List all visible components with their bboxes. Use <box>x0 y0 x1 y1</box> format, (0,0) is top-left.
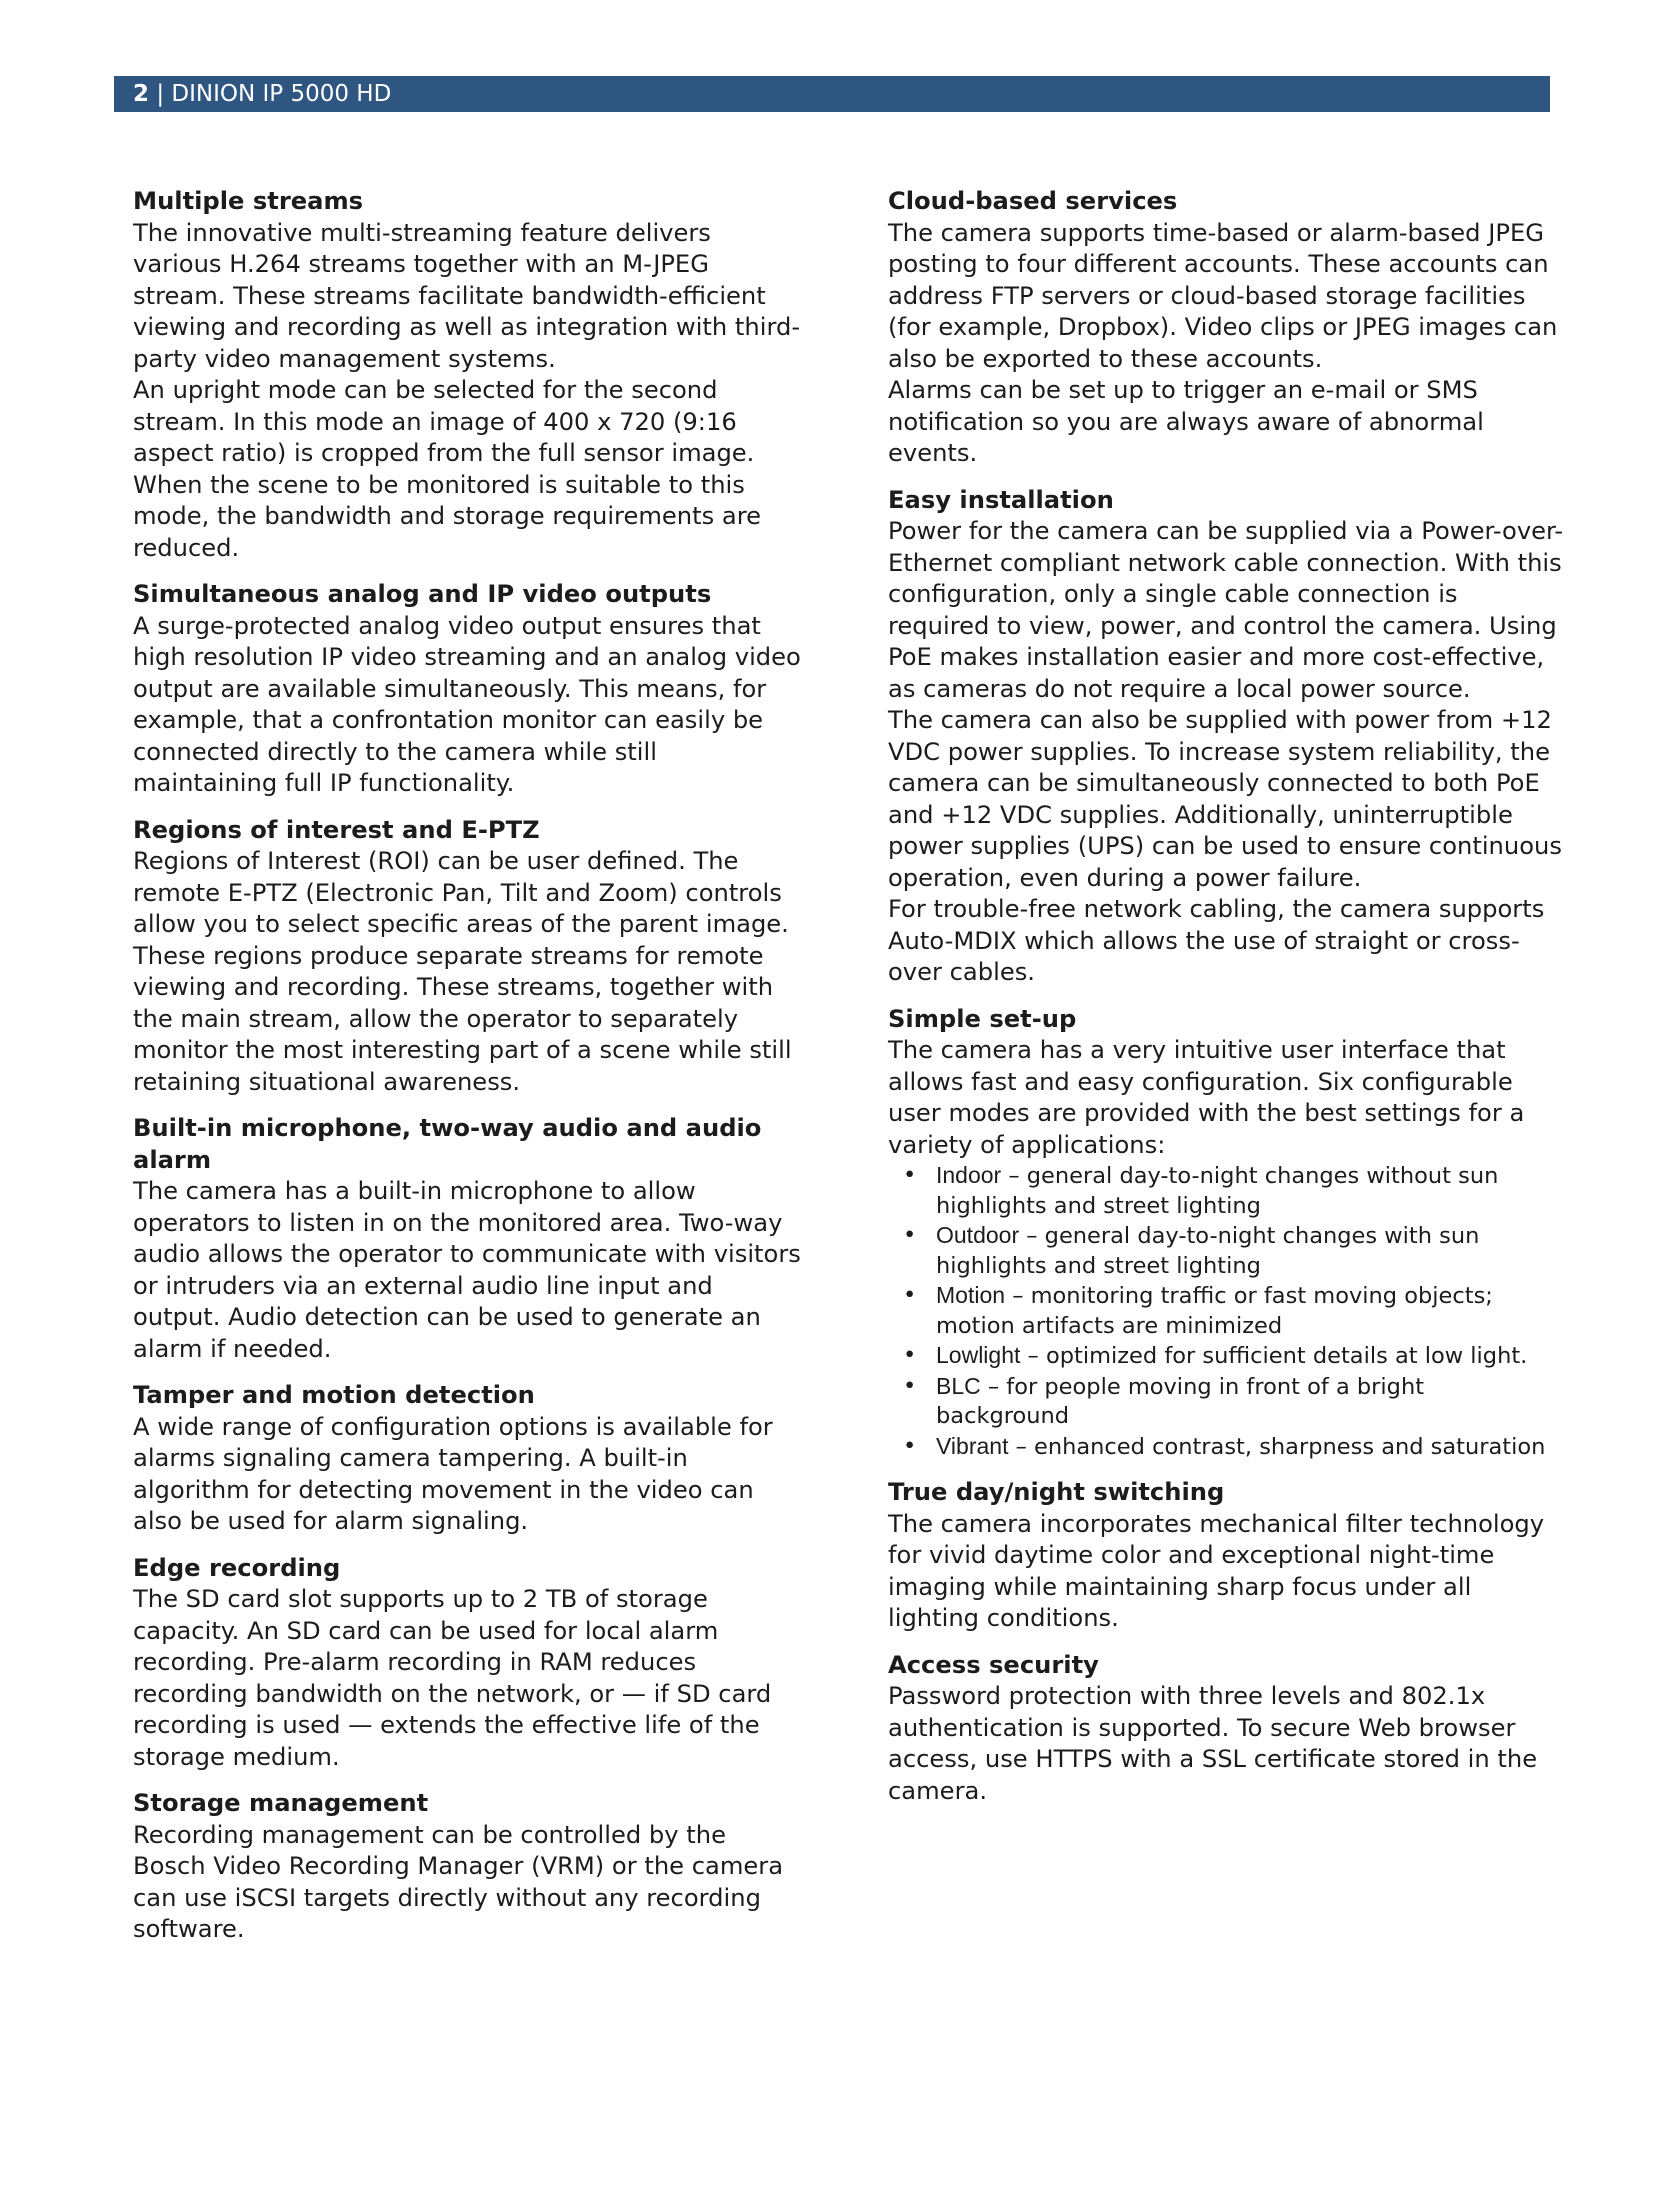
section-title: Built-in microphone, two-way audio and audio alarm <box>133 1114 762 1174</box>
paragraph: The camera has a built-in microphone to allow operators to listen in on the monitored area. Two-way audio allows the operator to communicate with visitors or intruders via an external audio line input and output. Audio detection can be used to generate an alarm if needed. <box>133 1177 801 1363</box>
list-item <box>888 1432 1564 1463</box>
paragraph: The camera supports time-based or alarm-based JPEG posting to four different accounts. These accounts can address FTP servers or cloud-based storage facilities (for example, Dropbox). Video clips or JPEG images can also be exported to these accounts. <box>888 218 1558 373</box>
section-title: Simultaneous analog and IP video outputs <box>133 580 712 608</box>
paragraph: The camera incorporates mechanical filter technology for vivid daytime color and exceptional night-time imaging while maintaining sharp focus under all lighting conditions. <box>888 1509 1545 1632</box>
paragraph: Password protection with three levels and 802.1x authentication is supported. To secure Web browser access, use HTTPS with a SSL certificate stored in the camera. <box>888 1682 1538 1805</box>
mode-description: – enhanced contrast, sharpness and saturation <box>1008 1433 1546 1460</box>
section-storage-management <box>133 1788 803 1946</box>
paragraph: The innovative multi-streaming feature delivers various H.264 streams together with an M-JPEG stream. These streams facilitate bandwidth-efficient viewing and recording as well as integration with third-party video management systems. <box>133 218 801 373</box>
section-title: Simple set-up <box>888 1004 1077 1033</box>
paragraph: The camera has a very intuitive user interface that allows fast and easy configuration. Six configurable user modes are provided with the best settings for a variety of applications: <box>888 1036 1525 1159</box>
paragraph: A wide range of configuration options is available for alarms signaling camera tampering. A built-in algorithm for detecting movement in the video can also be used for alarm signaling. <box>133 1412 773 1535</box>
paragraph: An upright mode can be selected for the second stream. In this mode an image of 400 x 720 (9:16 aspect ratio) is cropped from the full sensor image. When the scene to be monitored is suitable to this mode, the bandwidth and storage requirements are reduced. <box>133 376 761 562</box>
list-item <box>888 1221 1564 1281</box>
page-number: 2 <box>133 81 150 107</box>
paragraph: A surge-protected analog video output ensures that high resolution IP video streaming and an analog video output are available simultaneously. This means, for example, that a confrontation monitor can easily be connected directly to the camera while still maintaining full IP functionality. <box>133 611 801 797</box>
mode-name: BLC <box>936 1372 981 1399</box>
user-mode-list <box>888 1161 1564 1462</box>
mode-name: Indoor <box>936 1162 1002 1188</box>
paragraph: Power for the camera can be supplied via a Power-over-Ethernet compliant network cable connection. With this configuration, only a single cable connection is required to view, power, and control the camera. Using PoE makes installation easier and more cost-effective, as cameras do not require a local power source. <box>888 517 1564 703</box>
section-day-night-switching <box>888 1477 1564 1635</box>
page-header-bar <box>114 76 1550 112</box>
product-name: DINION IP 5000 HD <box>171 81 392 107</box>
section-analog-ip-outputs <box>133 579 803 800</box>
section-simple-setup <box>888 1004 1564 1463</box>
left-column <box>133 186 803 1961</box>
mode-description: – optimized for sufficient details at low light. <box>1020 1343 1528 1369</box>
mode-description: – for people moving in front of a bright background <box>936 1373 1425 1429</box>
section-title: Easy installation <box>888 485 1114 514</box>
section-access-security <box>888 1650 1564 1808</box>
section-cloud-services <box>888 186 1564 470</box>
right-column <box>888 186 1564 1822</box>
mode-name: Outdoor <box>936 1222 1020 1248</box>
section-title: Storage management <box>133 1789 429 1817</box>
paragraph: Regions of Interest (ROI) can be user defined. The remote E-PTZ (Electronic Pan, Tilt and Zoom) controls allow you to select specific areas of the parent image. These regions produce separate streams for remote viewing and recording. These streams, together with the main stream, allow the operator to separately monitor the most interesting part of a scene while still retaining situational awareness. <box>133 847 792 1096</box>
list-item <box>888 1372 1564 1432</box>
mode-description: – general day-to-night changes without sun highlights and street lighting <box>936 1163 1499 1219</box>
paragraph: The SD card slot supports up to 2 TB of storage capacity. An SD card can be used for local alarm recording. Pre-alarm recording in RAM reduces recording bandwidth on the network, or — if SD card recording is used — extends the effective life of the storage medium. <box>133 1585 772 1771</box>
section-title: Regions of interest and E-PTZ <box>133 815 540 844</box>
section-microphone-audio <box>133 1113 803 1365</box>
paragraph: The camera can also be supplied with power from +12 VDC power supplies. To increase system reliability, the camera can be simultaneously connected to both PoE and +12 VDC supplies. Additionally, uninterruptible power supplies (UPS) can be used to ensure continuous operation, even during a power failure. <box>888 706 1562 892</box>
section-edge-recording <box>133 1553 803 1774</box>
mode-name: Vibrant <box>936 1432 1009 1459</box>
list-item <box>888 1161 1564 1221</box>
header-separator: | <box>149 81 172 107</box>
mode-description: – general day-to-night changes with sun highlights and street lighting <box>936 1223 1480 1279</box>
paragraph: For trouble-free network cabling, the camera supports Auto-MDIX which allows the use of straight or cross-over cables. <box>888 895 1545 986</box>
paragraph: Alarms can be set up to trigger an e-mail or SMS notification so you are always aware of abnormal events. <box>888 376 1484 467</box>
section-regions-of-interest <box>133 815 803 1099</box>
mode-name: Lowlight <box>936 1342 1021 1368</box>
section-easy-installation <box>888 485 1564 989</box>
section-title: True day/night switching <box>888 1478 1225 1506</box>
section-title: Edge recording <box>133 1553 341 1582</box>
list-item <box>888 1281 1564 1341</box>
list-item <box>888 1341 1564 1372</box>
mode-description: – monitoring traffic or fast moving objects; motion artifacts are minimized <box>936 1283 1493 1339</box>
paragraph: Recording management can be controlled by the Bosch Video Recording Manager (VRM) or the camera can use iSCSI targets directly without any recording software. <box>133 1820 784 1943</box>
section-title: Multiple streams <box>133 187 364 215</box>
mode-name: Motion <box>936 1282 1006 1308</box>
section-multiple-streams <box>133 186 803 564</box>
section-title: Tamper and motion detection <box>133 1381 535 1409</box>
section-title: Cloud-based services <box>888 187 1178 215</box>
section-title: Access security <box>888 1650 1099 1679</box>
section-tamper-motion <box>133 1380 803 1538</box>
